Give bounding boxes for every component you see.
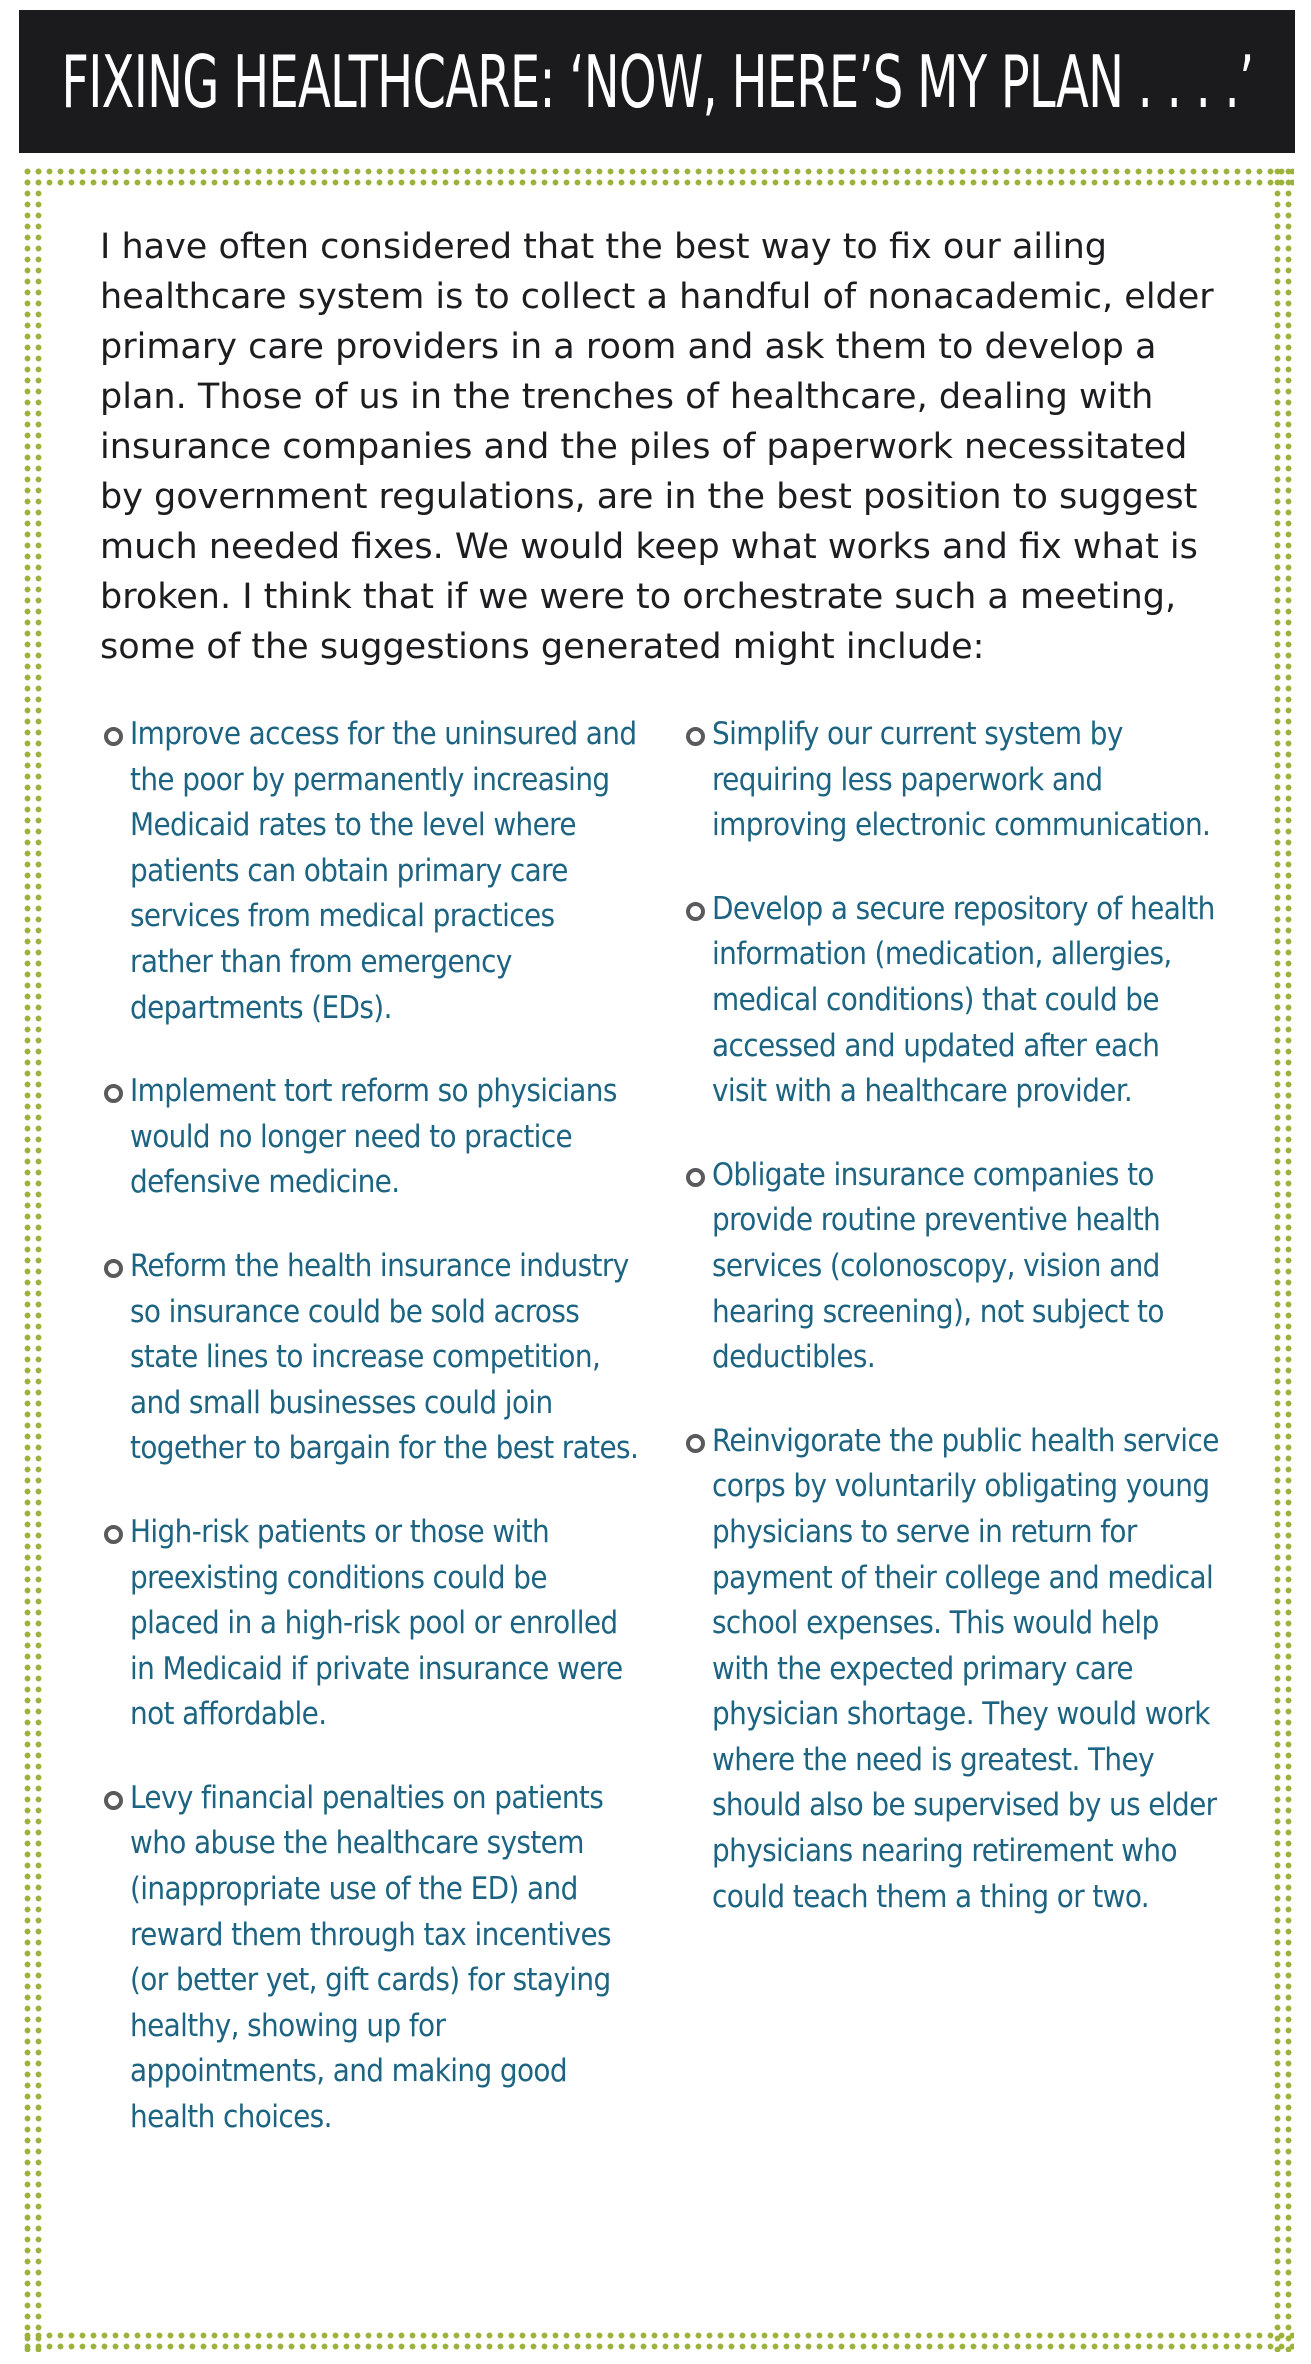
suggestions-right-column [682,712,1222,1958]
suggestion-insurance-reform [100,1244,640,1472]
suggestion-text: Obligate insurance companies to provide routine preventive health services (colonoscopy, vision and hearing screening), not subject to deductibles. [712,1156,1164,1376]
bullet-icon [104,1259,123,1278]
suggestion-penalties-incentives [100,1776,640,2141]
suggestion-text: Simplify our current system by requiring less paperwork and improving electronic communication. [712,716,1211,844]
suggestion-health-repository [682,887,1222,1115]
dotted-border-right [1272,166,1294,2352]
suggestion-simplify-system [682,712,1222,849]
bullet-icon [104,1525,123,1544]
suggestion-text: High-risk patients or those with preexisting conditions could be placed in a high-risk pool or enrolled in Medicaid if private insurance were not affordable. [130,1513,623,1733]
suggestion-text: Improve access for the uninsured and the poor by permanently increasing Medicaid rates to the level where patients can obtain primary care services from medical practices rather than from emergency departments (EDs). [130,716,637,1026]
page-title: FIXING HEALTHCARE: ‘NOW, HERE’S MY PLAN . . . .’ [60,39,1254,124]
bullet-icon [104,727,123,746]
bullet-icon [686,902,705,921]
suggestion-high-risk-pool [100,1510,640,1738]
dotted-border-top [22,166,1294,188]
intro-paragraph: I have often considered that the best way to fix our ailing healthcare system is to collect a handful of nonacademic, elder primary care providers in a room and ask them to develop a plan. Those of us in the trenches of healthcare, dealing with insurance companies and the piles of paperwork necessitated by government regulations, are in the best position to suggest much needed fixes. We would keep what works and fix what is broken. I think that if we were to orchestrate such a meeting, some of the suggestions generated might include: [100,227,1214,667]
suggestion-text: Reinvigorate the public health service corps by voluntarily obligating young physicians to serve in return for payment of their college and medical school expenses. This would help with the expected primary care physician shortage. They would work where the need is greatest. They should also be supervised by us elder physicians nearing retirement who could teach them a thing or two. [712,1422,1219,1915]
suggestion-public-health-corps [682,1419,1222,1921]
suggestions-left-column [100,712,640,2179]
suggestion-text: Levy financial penalties on patients who abuse the healthcare system (inappropriate use of the ED) and reward them through tax incentives (or better yet, gift cards) for staying healthy, showing up for appointments, and making good health choices. [130,1779,611,2136]
suggestion-text: Develop a secure repository of health information (medication, allergies, medical conditions) that could be accessed and updated after each visit with a healthcare provider. [712,890,1215,1110]
suggestion-text: Implement tort reform so physicians would no longer need to practice defensive medicine. [130,1073,617,1201]
bullet-icon [104,1084,123,1103]
title-banner [19,10,1295,153]
bullet-icon [104,1791,123,1810]
dotted-border-bottom [22,2330,1294,2352]
suggestion-medicaid-access [100,712,640,1031]
bullet-icon [686,1434,705,1453]
suggestion-preventive-services [682,1153,1222,1381]
dotted-border-left [22,166,44,2352]
bullet-icon [686,1168,705,1187]
suggestion-tort-reform [100,1069,640,1206]
bullet-icon [686,727,705,746]
suggestion-text: Reform the health insurance industry so insurance could be sold across state lines to increase competition, and small businesses could join together to bargain for the best rates. [130,1247,639,1467]
